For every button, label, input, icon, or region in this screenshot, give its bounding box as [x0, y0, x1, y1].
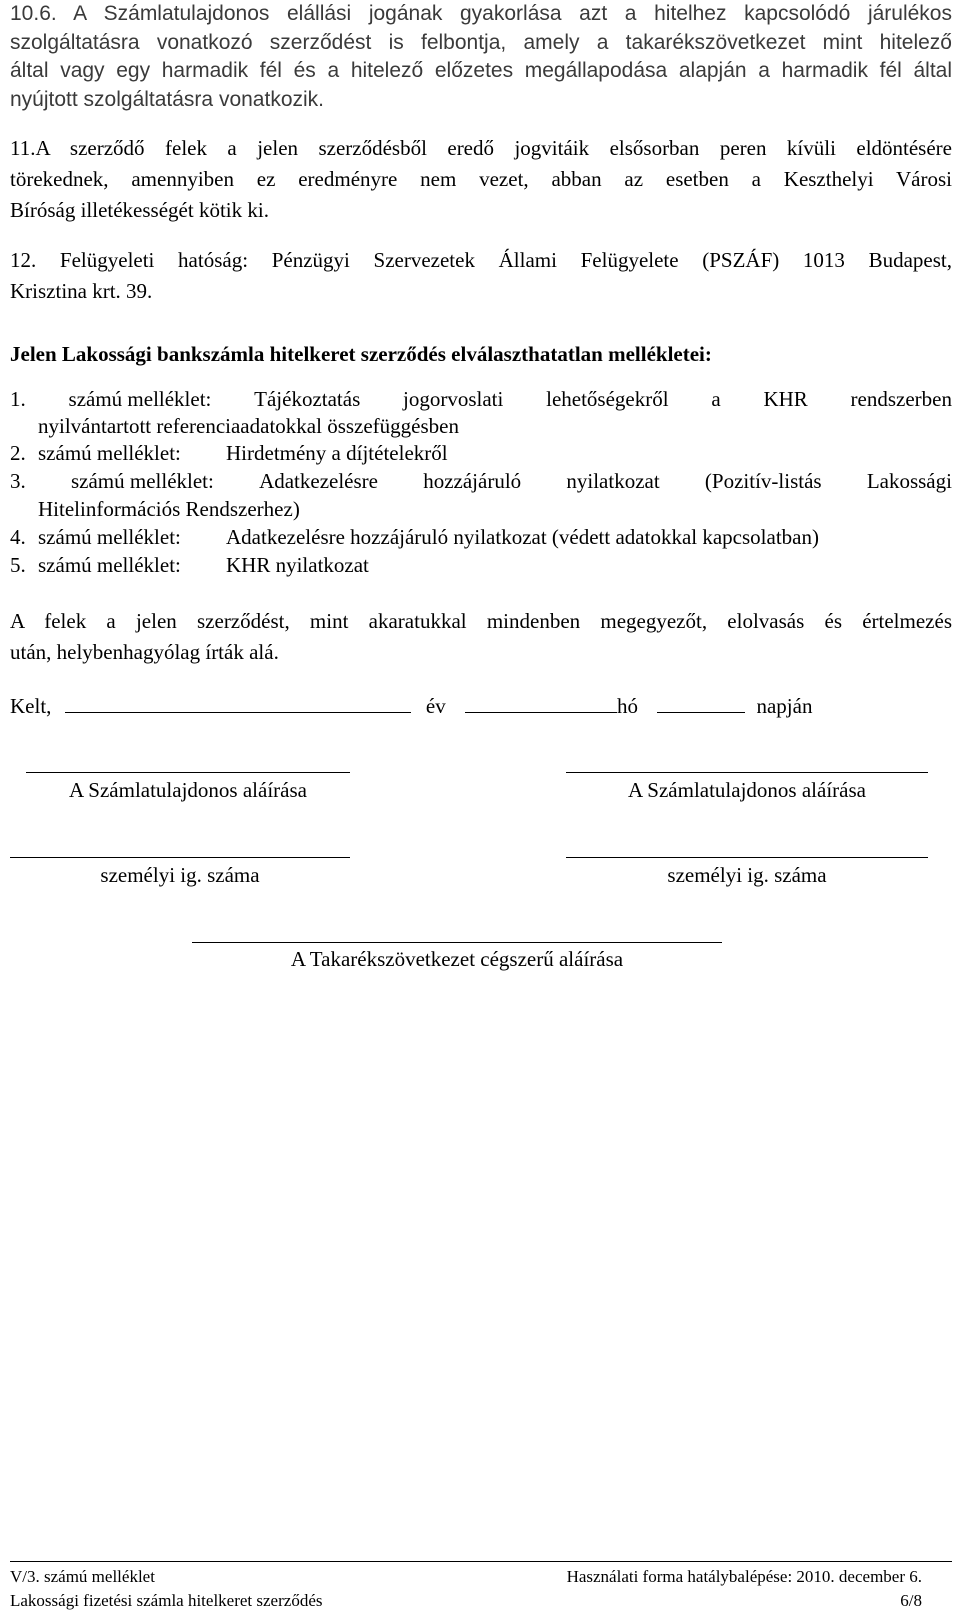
attachment-word: KHR: [763, 387, 808, 411]
attachment-word: Lakossági: [866, 469, 952, 493]
paragraph-line: Bíróság illetékességét kötik ki.: [10, 198, 269, 222]
month-label: hó: [616, 694, 638, 718]
attachment-label: számú melléklet:: [70, 469, 214, 493]
paragraph-line: 12. Felügyeleti hatóság: Pénzügyi Szervezetek Állami Felügyelete (PSZÁF) 1013 Budapest,: [10, 248, 952, 272]
paragraph-line: nyújtott szolgáltatásra vonatkozik.: [10, 87, 324, 111]
signature-label-right-owner: A Számlatulajdonos aláírása: [628, 778, 866, 802]
attachment-number: 1.: [10, 387, 26, 411]
date-line: [10, 691, 812, 721]
id-line-right[interactable]: [566, 857, 928, 858]
footer-right-top: Használati forma hatálybalépése: 2010. december 6.: [566, 1567, 922, 1586]
attachment-word: hozzájáruló: [423, 469, 522, 493]
footer-page-number: 6/8: [900, 1591, 922, 1610]
attachment-item-2: [10, 439, 448, 467]
year-label: év: [425, 694, 446, 718]
paragraph-11: [10, 133, 952, 226]
footer-divider: [10, 1561, 952, 1562]
signature-label-left-owner: A Számlatulajdonos aláírása: [69, 778, 307, 802]
attachment-word: (Pozitív-listás: [704, 469, 822, 493]
paragraph-line: után, helybenhagyólag írták alá.: [10, 640, 279, 664]
paragraph-12: [10, 245, 952, 307]
attachment-word: Adatkezelésre: [259, 469, 378, 493]
attachment-item-3: [10, 467, 952, 495]
signature-line-right-owner[interactable]: [566, 772, 928, 773]
attachment-item-4: [10, 523, 819, 551]
paragraph-line: által vagy egy harmadik fél és a hitelező előzetes megállapodása alapján a harmadik fél által: [10, 59, 952, 82]
attachment-label: számú melléklet:: [38, 441, 181, 465]
attachment-label: számú melléklet:: [38, 525, 181, 549]
attachment-continuation: nyilvántartott referenciaadatokkal összefüggésben: [38, 414, 459, 438]
attachment-text: KHR nyilatkozat: [226, 553, 369, 577]
footer-left-bottom: Lakossági fizetési számla hitelkeret szerződés: [10, 1591, 323, 1610]
paragraph-line: Krisztina krt. 39.: [10, 279, 153, 303]
attachment-label: számú melléklet:: [38, 553, 181, 577]
paragraph-line: szolgáltatásra vonatkozó szerződést is felbontja, amely a takarékszövetkezet mint hitelező: [10, 30, 952, 54]
attachment-continuation: Hitelinformációs Rendszerhez): [38, 497, 300, 521]
attachment-number: 3.: [10, 469, 26, 493]
attachment-word: jogorvoslati: [403, 387, 504, 411]
paragraph-line: 10.6. A Számlatulajdonos elállási jogának gyakorlása azt a hitelhez kapcsolódó járulékos: [10, 2, 952, 25]
attachment-label: számú melléklet:: [68, 387, 212, 411]
attachment-word: a: [711, 387, 721, 411]
year-blank[interactable]: [465, 711, 617, 713]
attachment-word: Tájékoztatás: [254, 387, 361, 411]
paragraph-10-6: [10, 0, 952, 114]
attachments-heading: Jelen Lakossági bankszámla hitelkeret szerződés elválaszthatatlan mellékletei:: [10, 342, 712, 366]
day-blank[interactable]: [657, 711, 745, 713]
attachment-item-5: [10, 551, 369, 579]
id-line-left[interactable]: [10, 857, 350, 858]
attachments-list: [10, 385, 952, 585]
paragraph-line: törekednek, amennyiben ez eredményre nem vezet, abban az esetben a Keszthelyi Városi: [10, 167, 952, 191]
paragraph-line: A felek a jelen szerződést, mint akaratukkal mindenben megegyezőt, elolvasás és értelmezés: [10, 609, 952, 633]
day-label: napján: [756, 694, 813, 718]
footer-left-top: V/3. számú melléklet: [10, 1567, 155, 1586]
place-blank[interactable]: [65, 711, 411, 713]
attachment-number: 4.: [10, 525, 26, 549]
bank-signature-label: A Takarékszövetkezet cégszerű aláírása: [290, 947, 624, 971]
id-label-right: személyi ig. száma: [667, 863, 827, 887]
bank-signature-line[interactable]: [192, 942, 722, 943]
attachment-number: 2.: [10, 441, 26, 465]
kelt-label: Kelt,: [10, 694, 52, 718]
attachment-number: 5.: [10, 553, 26, 577]
id-label-left: személyi ig. száma: [100, 863, 260, 887]
attachment-word: rendszerben: [850, 387, 952, 411]
attachment-word: lehetőségekről: [546, 387, 669, 411]
attachment-item-1: [10, 385, 952, 413]
closing-paragraph: [10, 606, 952, 668]
attachment-text: Adatkezelésre hozzájáruló nyilatkozat (védett adatokkal kapcsolatban): [226, 525, 819, 549]
attachment-text: Hirdetmény a díjtételekről: [226, 441, 448, 465]
paragraph-line: 11.A szerződő felek a jelen szerződésből eredő jogvitáik elsősorban peren kívüli eldöntésére: [10, 136, 952, 160]
attachment-word: nyilatkozat: [566, 469, 660, 493]
signature-line-left-owner[interactable]: [26, 772, 350, 773]
